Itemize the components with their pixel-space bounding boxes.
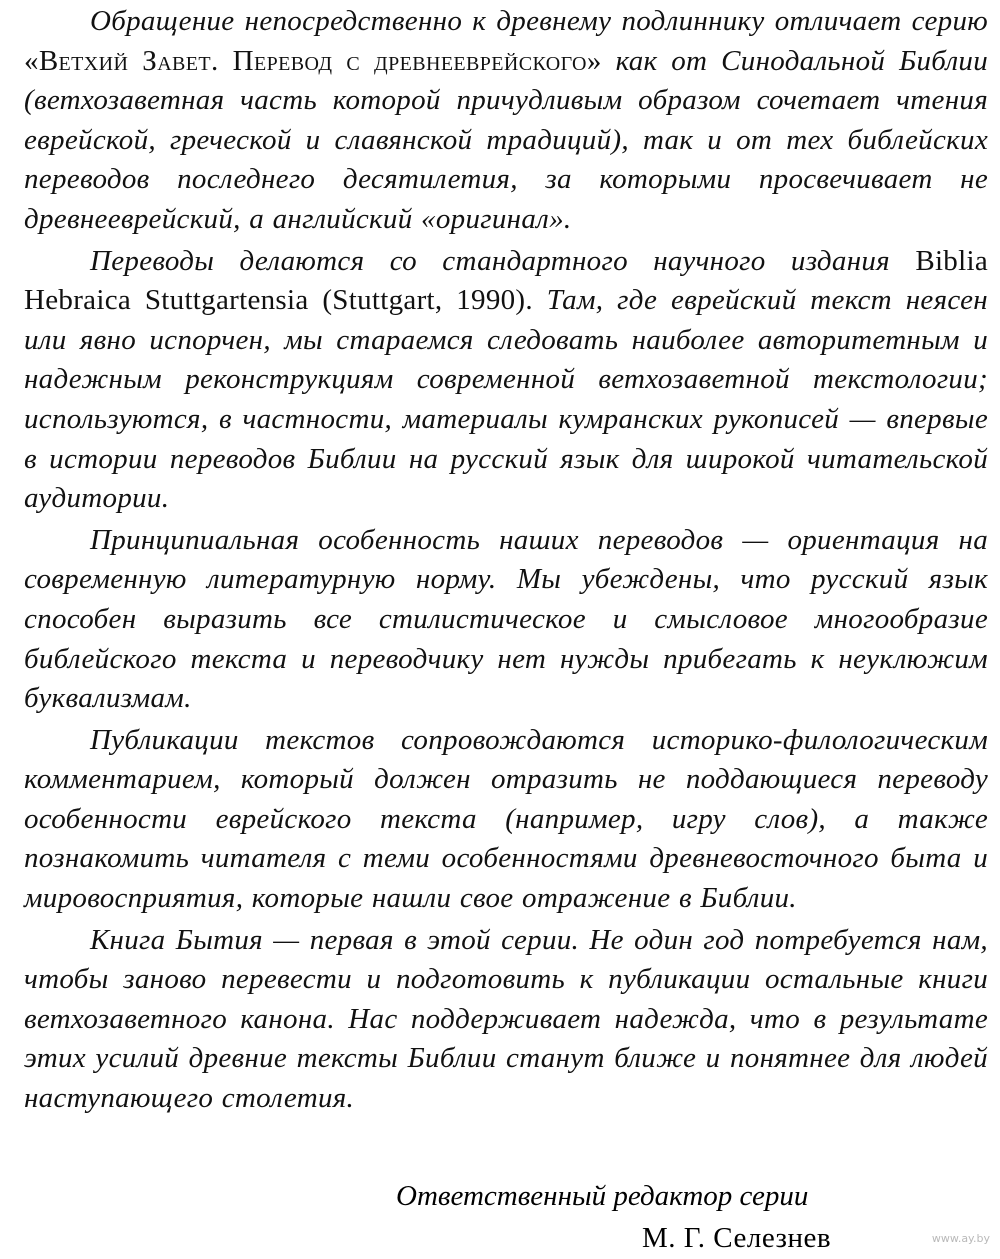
paragraph-1 (24, 0, 988, 240)
paragraph-2 (24, 240, 988, 519)
signature-name: М. Г. Селезнев (642, 1222, 832, 1254)
watermark: www.ay.by (931, 1232, 990, 1245)
paragraph-3: Принципиальная особенность наших переводов — ориентация на современную литературную норму. Мы убеждены, что русский язык способен выразить все стилистическое и смысловое многообразие библейского текста и переводчику нет нужды прибегать к неуклюжим буквализмам. (24, 523, 988, 715)
series-title-open-quote: « (24, 44, 39, 77)
series-title-close-quote: » (586, 44, 602, 77)
paragraph-2-text-after: Там, где еврейский текст неясен или явно испорчен, мы стараемся следовать наиболее авторитетным и надежным реконструкциям современной ветхозаветной текстологии; используются, в частности, материалы кумранских рукописей — впервые в истории переводов Библии на русский язык для широкой читательской аудитории. (24, 284, 988, 515)
paragraph-1-text-before: Обращение непосредственно к древнему подлиннику отличает серию (90, 5, 988, 37)
document-page (24, 0, 988, 1119)
paragraph-5: Книга Бытия — первая в этой серии. Не один год потребуется нам, чтобы заново перевести и подготовить к публикации остальные книги ветхозаветного канона. Нас поддерживает надежда, что в результате этих усилий древние тексты Библии станут ближе и понятнее для людей наступающего столетия. (24, 923, 988, 1115)
signature-role: Ответственный редактор серии (396, 1180, 809, 1212)
series-title: Ветхий Завет. Перевод с древнееврейского (38, 44, 587, 77)
edition-title: Biblia Hebraica Stuttgartensia (Stuttgart, 1990). (24, 244, 988, 317)
paragraph-4: Публикации текстов сопровождаются историко-филологическим комментарием, который должен отразить не поддающиеся переводу особенности еврейского текста (например, игру слов), а также познакомить читателя с теми особенностями древневосточного быта и мировосприятия, которые нашли свое отражение в Библии. (24, 723, 988, 915)
signature-block (396, 1176, 916, 1258)
paragraph-2-text-before: Переводы делаются со стандартного научного издания (90, 244, 916, 277)
paragraph-1-text-after: как от Синодальной Библии (ветхозаветная часть которой причудливым образом сочетает чтения еврейской, греческой и славянской традиций), так и от тех библейских переводов последнего десятилетия, за которыми просвечивает не древнееврейский, а английский «оригинал». (24, 44, 988, 235)
